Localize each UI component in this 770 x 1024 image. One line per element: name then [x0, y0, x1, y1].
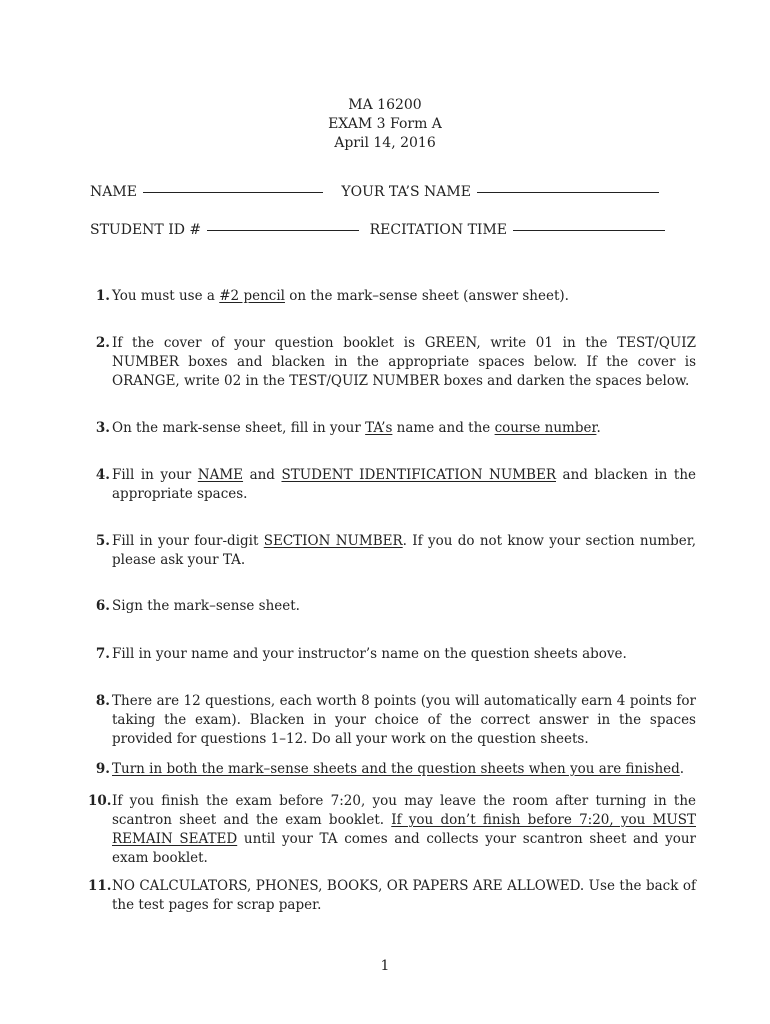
item-number: 4.	[95, 467, 110, 483]
item-number: 9.	[95, 761, 110, 777]
item-text: On the mark-sense sheet, fill in your TA’s name and the course number.	[112, 420, 601, 436]
item-text: Fill in your four-digit SECTION NUMBER. If you do not know your section number, please ask your TA.	[112, 533, 696, 568]
recitation-time-label: RECITATION TIME	[369, 222, 507, 238]
item-number: 10.	[88, 793, 112, 809]
item-text: If you finish the exam before 7:20, you may leave the room after turning in the scantron sheet and the exam booklet. If you don’t finish before 7:20, you MUST REMAIN SEATED until your TA comes and collects your scantron sheet and your exam booklet.	[112, 793, 697, 866]
student-id-blank[interactable]	[207, 230, 359, 231]
item-number: 6.	[95, 598, 110, 614]
name-blank[interactable]	[143, 192, 323, 193]
item-text: You must use a #2 pencil on the mark–sense sheet (answer sheet).	[112, 288, 569, 304]
item-text: NO CALCULATORS, PHONES, BOOKS, OR PAPERS ARE ALLOWED. Use the back of the test pages for scrap paper.	[112, 878, 696, 913]
item-number: 3.	[95, 420, 110, 436]
item-number: 8.	[95, 693, 110, 709]
page-number: 1	[380, 958, 390, 974]
exam-title: EXAM 3 Form A	[328, 116, 442, 132]
name-label: NAME	[90, 184, 137, 200]
exam-date: April 14, 2016	[334, 135, 436, 151]
ta-name-blank[interactable]	[477, 192, 659, 193]
item-text: Sign the mark–sense sheet.	[112, 598, 300, 614]
ta-name-label: YOUR TA’S NAME	[341, 184, 471, 200]
student-id-label: STUDENT ID #	[90, 222, 202, 238]
item-text: Turn in both the mark–sense sheets and the question sheets when you are finished.	[112, 761, 685, 777]
item-number: 7.	[95, 646, 110, 662]
item-text: There are 12 questions, each worth 8 points (you will automatically earn 4 points for taking the exam). Blacken in your choice of the correct answer in the spaces provided for questions 1–12. Do all your work on the question sheets.	[112, 693, 696, 747]
id-fields-row	[90, 222, 671, 238]
item-number: 5.	[95, 533, 110, 549]
exam-header	[0, 96, 770, 153]
course-title: MA 16200	[348, 97, 422, 113]
item-text: Fill in your name and your instructor’s name on the question sheets above.	[112, 646, 627, 662]
pencil-emphasis: #2 pencil	[219, 288, 285, 304]
recitation-time-blank[interactable]	[513, 230, 665, 231]
item-text: If the cover of your question booklet is GREEN, write 01 in the TEST/QUIZ NUMBER boxes and blacken in the appropriate spaces below. If the cover is ORANGE, write 02 in the TEST/QUIZ NUMBER boxes and darken the spaces below.	[112, 335, 696, 389]
item-number: 1.	[95, 288, 110, 304]
item-text: Fill in your NAME and STUDENT IDENTIFICATION NUMBER and blacken in the appropriate spaces.	[112, 467, 697, 502]
item-number: 11.	[88, 878, 112, 894]
name-fields-row	[90, 184, 665, 200]
item-number: 2.	[95, 335, 110, 351]
